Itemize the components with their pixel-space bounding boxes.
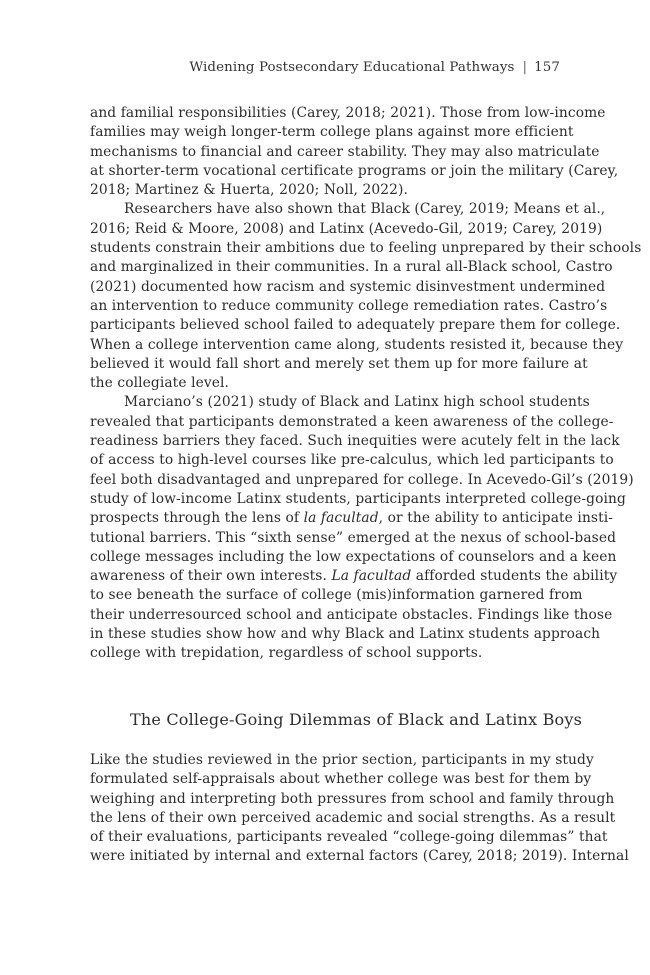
text-line: of access to high-level courses like pre-calculus, which led participants to: [90, 452, 614, 469]
text-line: were initiated by internal and external factors (Carey, 2018; 2019). Internal: [90, 848, 629, 865]
section-heading: The College-Going Dilemmas of Black and Latinx Boys: [130, 710, 583, 729]
text-line: study of low-income Latinx students, participants interpreted college-going: [90, 490, 626, 507]
text-line: prospects through the lens of la facultad, or the ability to anticipate insti-: [90, 510, 614, 527]
text-line: weighing and interpreting both pressures from school and family through: [90, 790, 615, 807]
text-line: families may weigh longer-term college plans against more efficient: [90, 124, 574, 141]
running-header: [0, 60, 560, 75]
text-line: 2016; Reid & Moore, 2008) and Latinx (Acevedo-Gil, 2019; Carey, 2019): [90, 220, 603, 237]
text-line: their underresourced school and anticipate obstacles. Findings like those: [90, 606, 613, 623]
text-line: college with trepidation, regardless of school supports.: [90, 645, 483, 662]
text-line: mechanisms to financial and career stability. They may also matriculate: [90, 143, 600, 160]
body-text-part-2: [90, 751, 629, 867]
text-line: revealed that participants demonstrated a keen awareness of the college-: [90, 413, 614, 430]
text-line: tutional barriers. This “sixth sense” emerged at the nexus of school-based: [90, 529, 617, 546]
text-line: formulated self-appraisals about whether college was best for them by: [90, 771, 592, 788]
text-line: 2018; Martinez & Huerta, 2020; Noll, 2022).: [90, 182, 408, 199]
text-line: readiness barriers they faced. Such inequities were acutely felt in the lack: [90, 433, 620, 450]
text-line: in these studies show how and why Black and Latinx students approach: [90, 626, 601, 643]
running-title: Widening Postsecondary Educational Pathways: [189, 60, 515, 75]
text-line: Researchers have also shown that Black (Carey, 2019; Means et al.,: [124, 201, 606, 218]
text-line: (2021) documented how racism and systemic disinvestment undermined: [90, 278, 606, 295]
text-line: to see beneath the surface of college (mis)information garnered from: [90, 587, 583, 604]
text-line: participants believed school failed to adequately prepare them for college.: [90, 317, 621, 334]
text-line: Like the studies reviewed in the prior section, participants in my study: [90, 752, 594, 768]
page-number: 157: [534, 60, 560, 75]
header-separator: |: [522, 60, 528, 75]
body-text-part-1: [90, 104, 642, 664]
text-line: awareness of their own interests. La facultad afforded students the ability: [90, 568, 618, 585]
text-line: When a college intervention came along, students resisted it, because they: [90, 336, 624, 353]
text-line: the collegiate level.: [90, 375, 230, 392]
text-line: and familial responsibilities (Carey, 2018; 2021). Those from low-income: [90, 105, 606, 121]
text-line: of their evaluations, participants revealed “college-going dilemmas” that: [90, 829, 608, 846]
text-line: college messages including the low expectations of counselors and a keen: [90, 548, 617, 565]
text-line: an intervention to reduce community college remediation rates. Castro’s: [90, 297, 608, 314]
text-line: feel both disadvantaged and unprepared for college. In Acevedo-Gil’s (2019): [90, 471, 634, 488]
text-line: at shorter-term vocational certificate programs or join the military (Carey,: [90, 162, 619, 179]
text-line: the lens of their own perceived academic and social strengths. As a result: [90, 809, 616, 826]
text-line: believed it would fall short and merely set them up for more failure at: [90, 355, 588, 372]
text-line: students constrain their ambitions due to feeling unprepared by their schools: [90, 240, 642, 257]
text-line: Marciano’s (2021) study of Black and Latinx high school students: [124, 394, 590, 411]
text-line: and marginalized in their communities. In a rural all-Black school, Castro: [90, 259, 613, 276]
